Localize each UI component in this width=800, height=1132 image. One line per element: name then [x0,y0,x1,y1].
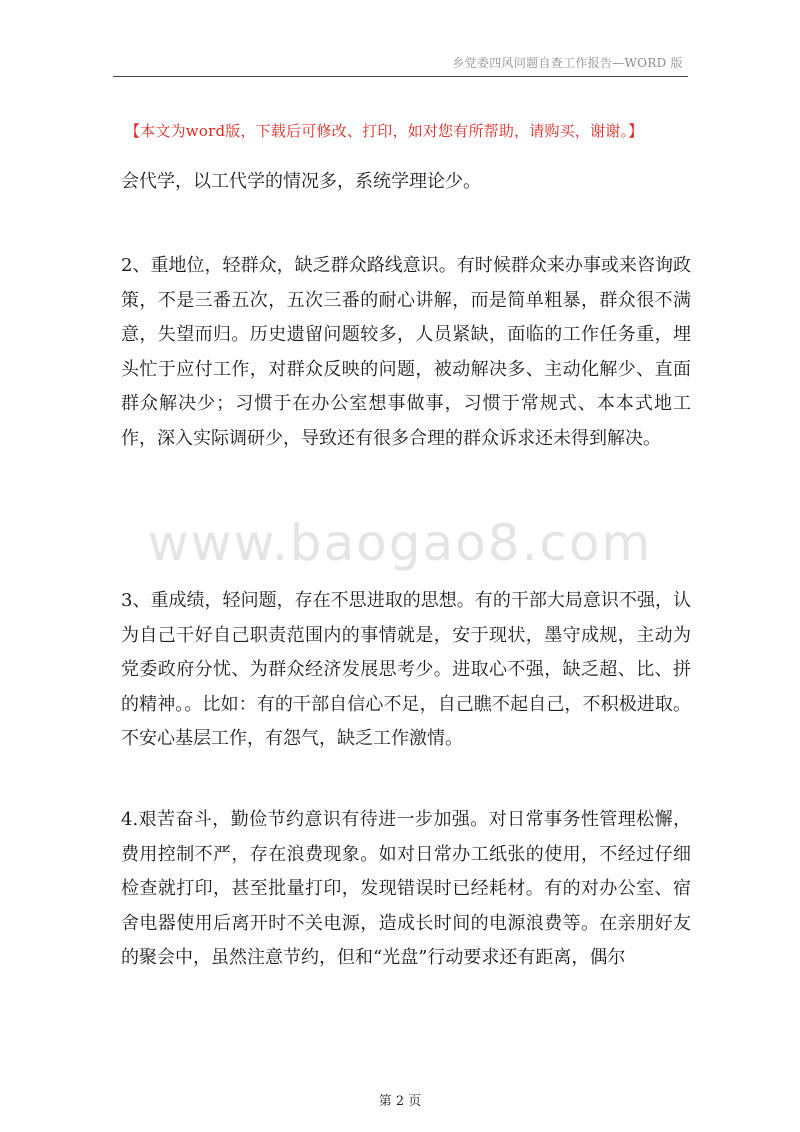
paragraph-continuation: 会代学，以工代学的情况多，系统学理论少。 [121,171,481,192]
site-watermark: www.baogao8.com [147,514,653,572]
document-header-title: 乡党委四风问题自查工作报告—WORD 版 [452,56,683,70]
header-divider [113,76,688,77]
paragraph-item-4: 4.艰苦奋斗，勤俭节约意识有待进一步加强。对日常事务性管理松懈，费用控制不严，存在浪费现象。如对日常办工纸张的使用，不经过仔细检查就打印，甚至批量打印，发现错误时已经耗材。有的对办公室、宿舍电器使用后离开时不关电源，造成长时间的电源浪费等。在亲朋好友的聚会中，虽然注意节约，但和“光盘”行动要求还有距离，偶尔 [121,809,691,968]
paragraph-item-2: 2、重地位，轻群众，缺乏群众路线意识。有时候群众来办事或来咨询政策，不是三番五次，五次三番的耐心讲解，而是简单粗暴，群众很不满意，失望而归。历史遗留问题较多，人员紧缺，面临的工作任务重，埋头忙于应付工作，对群众反映的问题，被动解决多、主动化解少、直面群众解决少；习惯于在办公室想事做事，习惯于常规式、本本式地工作，深入实际调研少，导致还有很多合理的群众诉求还未得到解决。 [121,255,691,449]
paragraph-item-3: 3、重成绩，轻问题，存在不思进取的思想。有的干部大局意识不强，认为自己干好自己职责范围内的事情就是，安于现状，墨守成规，主动为党委政府分忧、为群众经济发展思考少。进取心不强，缺乏超、比、拼的精神。。比如：有的干部自信心不足，自己瞧不起自己，不积极进取。不安心基层工作，有怨气，缺乏工作激情。 [121,590,691,749]
page-number: 第 2 页 [378,1094,422,1109]
purchase-notice: 【本文为word版，下载后可修改、打印，如对您有所帮助，请购买，谢谢。】 [125,122,644,140]
